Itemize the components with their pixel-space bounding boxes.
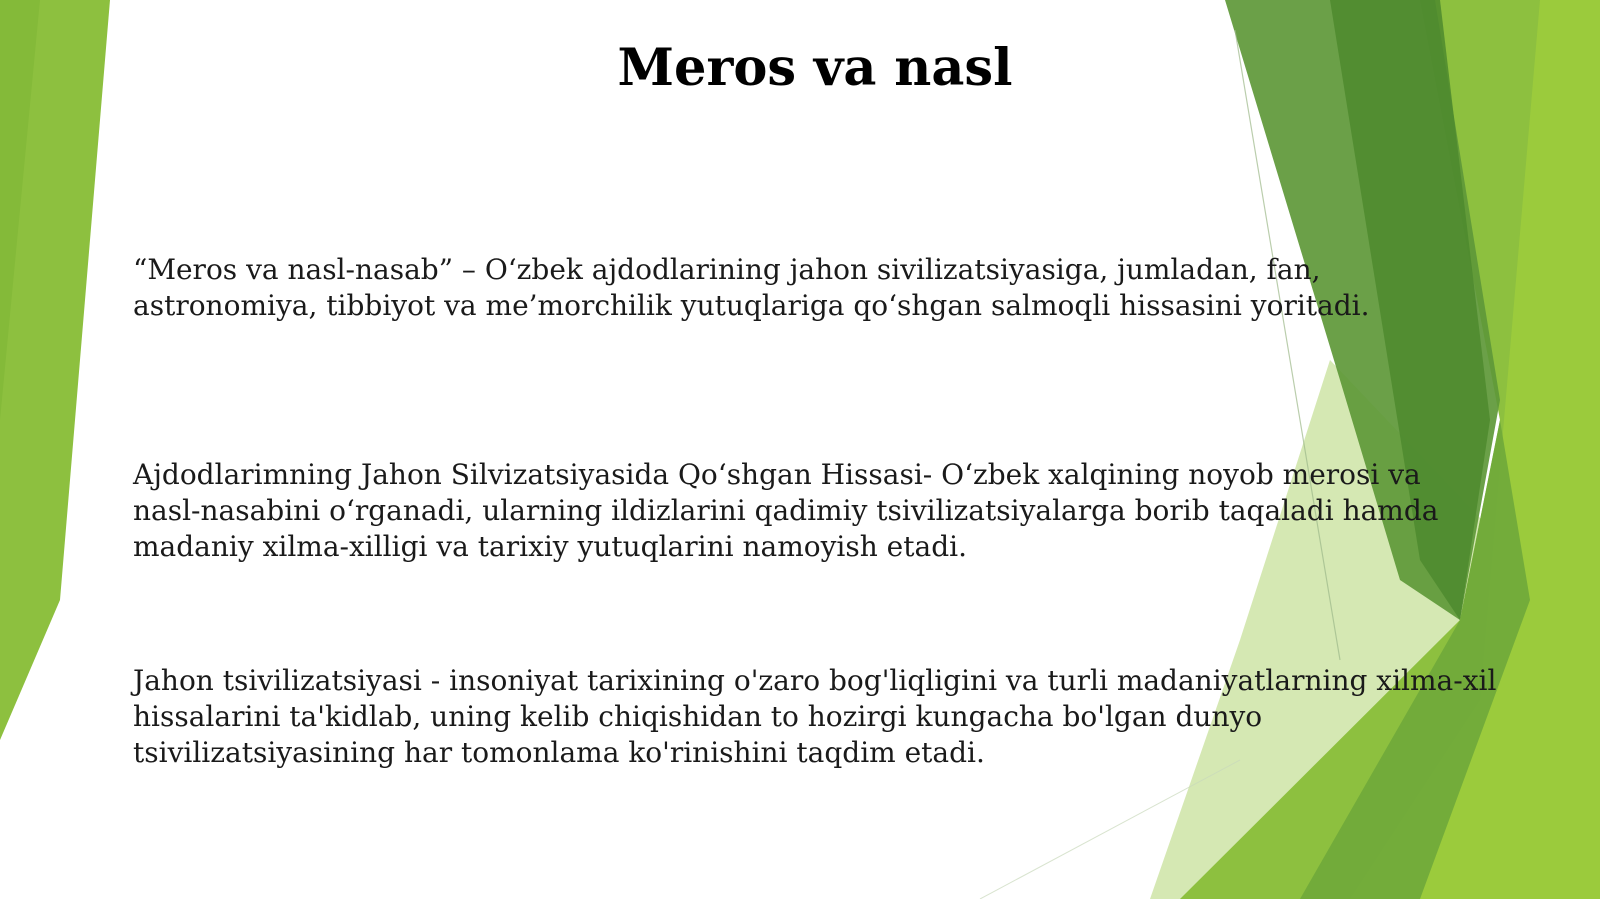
paragraph-line: Jahon tsivilizatsiyasi - insoniyat tarixining o'zaro bog'liqligini va turli madaniyatlarning xilma-xil: [133, 664, 1497, 697]
slide-title: Meros va nasl: [617, 38, 1013, 98]
paragraph-line: nasl-nasabini o‘rganadi, ularning ildizlarini qadimiy tsivilizatsiyalarga borib taqaladi hamda: [133, 494, 1439, 527]
paragraph-line: Ajdodlarimning Jahon Silvizatsiyasida Qo‘shgan Hissasi- O‘zbek xalqining noyob merosi va: [133, 458, 1421, 491]
paragraph-meros-va-nasl-nasab: [133, 252, 1433, 324]
paragraph-line: hissalarini ta'kidlab, uning kelib chiqishidan to hozirgi kungacha bo'lgan dunyo: [133, 700, 1263, 733]
paragraph-line: madaniy xilma-xilligi va tarixiy yutuqlarini namoyish etadi.: [133, 530, 967, 563]
paragraph-line: astronomiya, tibbiyot va me’morchilik yutuqlariga qo‘shgan salmoqli hissasini yoritadi.: [133, 289, 1370, 322]
paragraph-ajdodlarimning-hissasi: [133, 457, 1473, 565]
paragraph-line: tsivilizatsiyasining har tomonlama ko'rinishini taqdim etadi.: [133, 736, 985, 769]
paragraph-line: “Meros va nasl-nasab” – O‘zbek ajdodlarining jahon sivilizatsiyasiga, jumladan, fan,: [133, 253, 1321, 286]
paragraph-jahon-tsivilizatsiyasi: [133, 663, 1533, 771]
